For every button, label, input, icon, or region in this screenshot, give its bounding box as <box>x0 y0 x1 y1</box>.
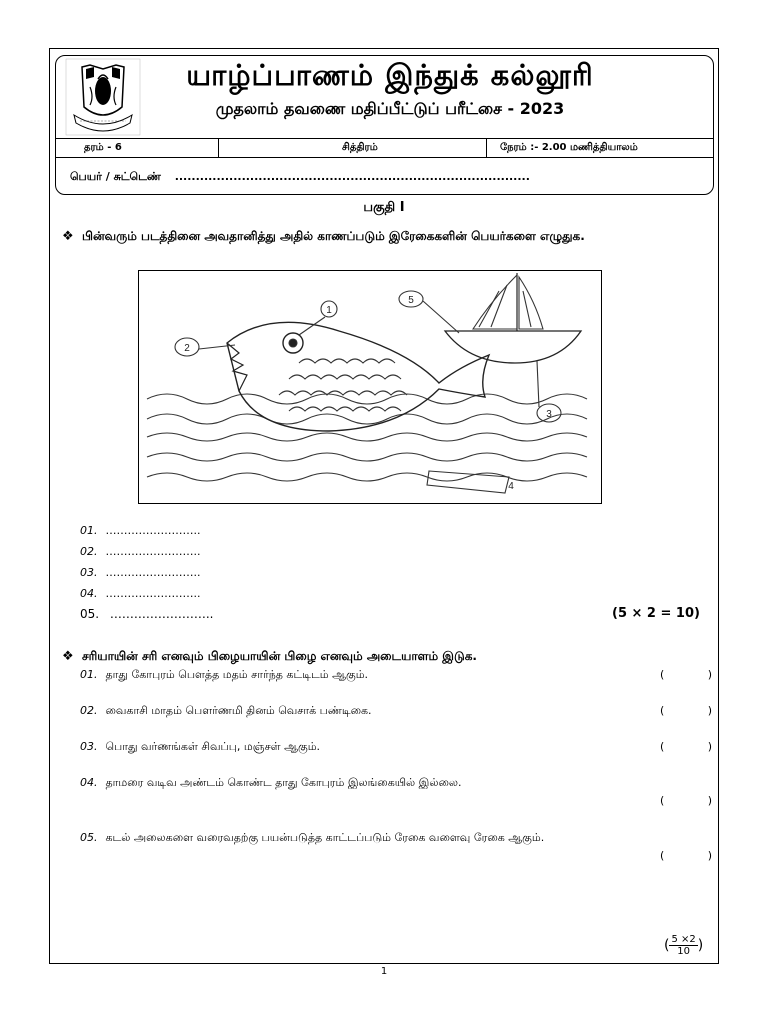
paren-open: ( <box>660 740 665 753</box>
diamond-bullet-icon: ❖ <box>62 229 74 244</box>
paren-close: ) <box>707 704 712 717</box>
answer-line-5[interactable] <box>80 607 213 621</box>
statement-number: 03. <box>80 740 98 753</box>
time-label: நேரம் :- 2.00 மணித்தியாலம் <box>500 142 638 153</box>
name-field-dots[interactable]: ..................................................................................... <box>174 170 530 183</box>
picture-label-5: 5 <box>408 295 414 306</box>
info-separator <box>218 139 219 157</box>
paren-open: ( <box>660 794 665 807</box>
grade-label: தரம் - 6 <box>84 142 122 153</box>
info-row <box>56 138 713 158</box>
question-a-instruction <box>62 229 585 245</box>
statement-2 <box>80 704 372 719</box>
answer-dots: …………………….. <box>105 587 201 600</box>
subject-label: சித்திரம் <box>342 142 378 153</box>
statement-text: பொது வர்ணங்கள் சிவப்பு, மஞ்சள் ஆகும். <box>105 740 321 753</box>
name-row <box>70 170 690 185</box>
marks-part-b: ( $\frac{5 \times 2}{10}$ ) <box>664 934 704 957</box>
picture-label-1: 1 <box>326 305 332 316</box>
info-separator <box>486 139 487 157</box>
statement-text: தாமரை வடிவ அண்டம் கொண்ட தாது கோபுரம் இலங்கையில் இல்லை. <box>105 776 462 789</box>
picture-label-2: 2 <box>184 343 190 354</box>
statement-number: 05. <box>80 831 98 844</box>
statement-number: 01. <box>80 668 98 681</box>
school-name: யாழ்ப்பாணம் இந்துக் கல்லூரி <box>186 58 594 92</box>
fish-boat-drawing <box>138 270 602 504</box>
answer-number: 05. <box>80 607 100 621</box>
answer-dots: …………………….. <box>105 524 201 537</box>
page-number: 1 <box>380 966 388 977</box>
diamond-bullet-icon: ❖ <box>62 649 74 664</box>
answer-line-3[interactable] <box>80 566 201 579</box>
marks-part-a: (5 × 2 = 10) <box>612 606 700 621</box>
paren-open: ( <box>660 704 665 717</box>
paren-open: ( <box>660 849 665 862</box>
school-crest-logo <box>60 57 146 137</box>
statement-5 <box>80 831 544 846</box>
question-b-text: சரியாயின் சரி எனவும் பிழையாயின் பிழை எனவும் அடையாளம் இடுக. <box>82 649 477 663</box>
answer-line-1[interactable] <box>80 524 201 537</box>
paren-close: ) <box>707 794 712 807</box>
name-label: பெயர் / சுட்டெண் <box>70 170 161 183</box>
answer-number: 04. <box>80 587 98 600</box>
paren-close: ) <box>707 740 712 753</box>
question-b-instruction <box>62 649 477 665</box>
paren-open: ( <box>660 668 665 681</box>
answer-line-2[interactable] <box>80 545 201 558</box>
answer-dots: …………………….. <box>105 566 201 579</box>
answer-line-4[interactable] <box>80 587 201 600</box>
picture-label-4: 4 <box>508 481 514 492</box>
statement-text: கடல் அலைகளை வரைவதற்கு பயன்படுத்த காட்டப்படும் ரேகை வளைவு ரேகை ஆகும். <box>105 831 545 844</box>
paren-close: ) <box>707 668 712 681</box>
statement-text: தாது கோபுரம் பௌத்த மதம் சார்ந்த கட்டிடம் ஆகும். <box>105 668 369 681</box>
answer-dots: …………………….. <box>105 545 201 558</box>
marks-numerator: 5 ×2 <box>671 934 696 945</box>
answer-dots: …………………….. <box>109 607 214 621</box>
statement-4 <box>80 776 462 791</box>
picture-label-3: 3 <box>546 409 552 420</box>
exam-title: முதலாம் தவணை மதிப்பீட்டுப் பரீட்சை - 2023 <box>215 99 565 118</box>
question-a-text: பின்வரும் படத்தினை அவதானித்து அதில் காணப்படும் இரேகைகளின் பெயர்களை எழுதுக. <box>82 229 585 243</box>
drawing-svg <box>139 271 600 502</box>
statement-text: வைகாசி மாதம் பௌர்ணமி தினம் வெசாக் பண்டிகை. <box>105 704 372 717</box>
statement-number: 04. <box>80 776 98 789</box>
section-title: பகுதி I <box>363 200 405 215</box>
statement-1 <box>80 668 368 683</box>
answer-number: 02. <box>80 545 98 558</box>
paren-close: ) <box>707 849 712 862</box>
answer-number: 01. <box>80 524 98 537</box>
statement-3 <box>80 740 320 755</box>
marks-denominator: 10 <box>677 946 690 957</box>
statement-number: 02. <box>80 704 98 717</box>
answer-number: 03. <box>80 566 98 579</box>
